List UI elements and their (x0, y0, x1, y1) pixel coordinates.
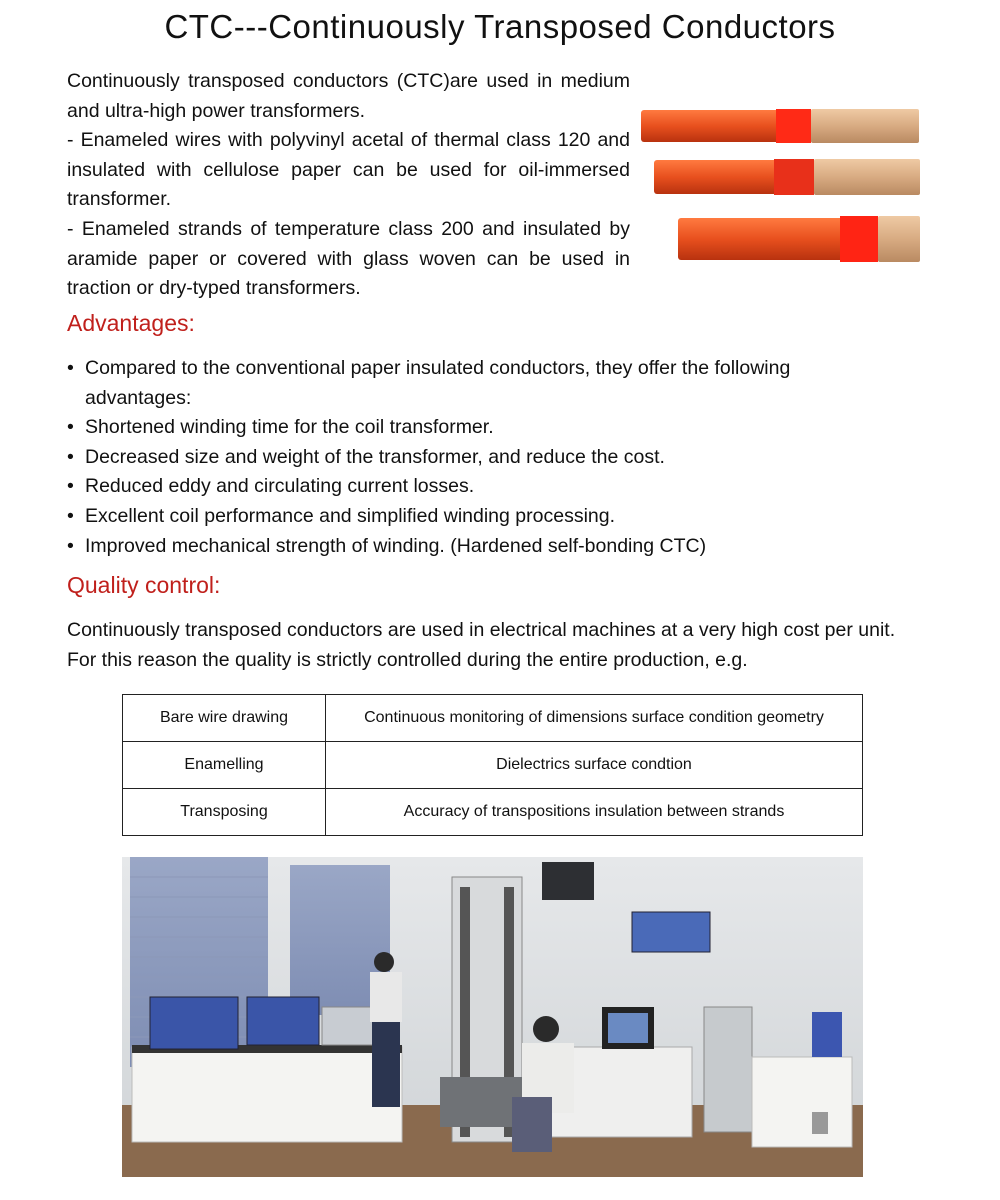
table-cell-checks: Dielectrics surface condtion (326, 742, 863, 789)
table-cell-checks: Accuracy of transpositions insulation between strands (326, 789, 863, 836)
list-item: • Improved mechanical strength of winding. (Hardened self-bonding CTC) (67, 532, 867, 562)
advantages-heading: Advantages: (67, 310, 195, 336)
quality-text: Continuously transposed conductors are used in electrical machines at a very high cost per unit. For this reason the quality is strictly controlled during the entire production, e.g. (67, 619, 896, 671)
quality-heading: Quality control: (67, 572, 221, 598)
list-item: • Compared to the conventional paper insulated conductors, they offer the following advantages: (67, 354, 867, 413)
intro-paragraph: Continuously transposed conductors (CTC)are used in medium and ultra-high power transformers. (67, 70, 630, 122)
table-cell-process: Transposing (123, 789, 326, 836)
quality-table (122, 694, 863, 836)
table-cell-checks: Continuous monitoring of dimensions surface condition geometry (326, 695, 863, 742)
intro-paragraph: - Enameled strands of temperature class 200 and insulated by aramide paper or covered with glass woven can be used in traction or dry-typed transformers. (67, 217, 630, 300)
table-row (123, 742, 863, 789)
bullet-icon: • (67, 357, 74, 379)
table-row (123, 789, 863, 836)
page-title: CTC---Continuously Transposed Conductors (164, 8, 836, 45)
table-cell-process: Enamelling (123, 742, 326, 789)
bullet-icon: • (67, 416, 74, 439)
testing-laboratory-photo (122, 857, 863, 1177)
advantages-list (67, 354, 867, 561)
intro-text (67, 67, 630, 304)
table-cell-process: Bare wire drawing (123, 695, 326, 742)
list-item: • Excellent coil performance and simplified winding processing. (67, 502, 867, 532)
bullet-icon: • (67, 475, 74, 498)
list-item: • Reduced eddy and circulating current losses. (67, 472, 867, 502)
bullet-icon: • (67, 445, 74, 468)
table-row (123, 695, 863, 742)
list-item: • Shortened winding time for the coil transformer. (67, 413, 867, 443)
bullet-icon: • (67, 504, 74, 527)
bullet-icon: • (67, 534, 74, 557)
conductor-samples-photo (636, 100, 926, 275)
intro-paragraph: - Enameled wires with polyvinyl acetal of thermal class 120 and insulated with cellulose paper can be used for oil-immersed transformer. (67, 129, 630, 211)
list-item: • Decreased size and weight of the transformer, and reduce the cost. (67, 443, 867, 473)
